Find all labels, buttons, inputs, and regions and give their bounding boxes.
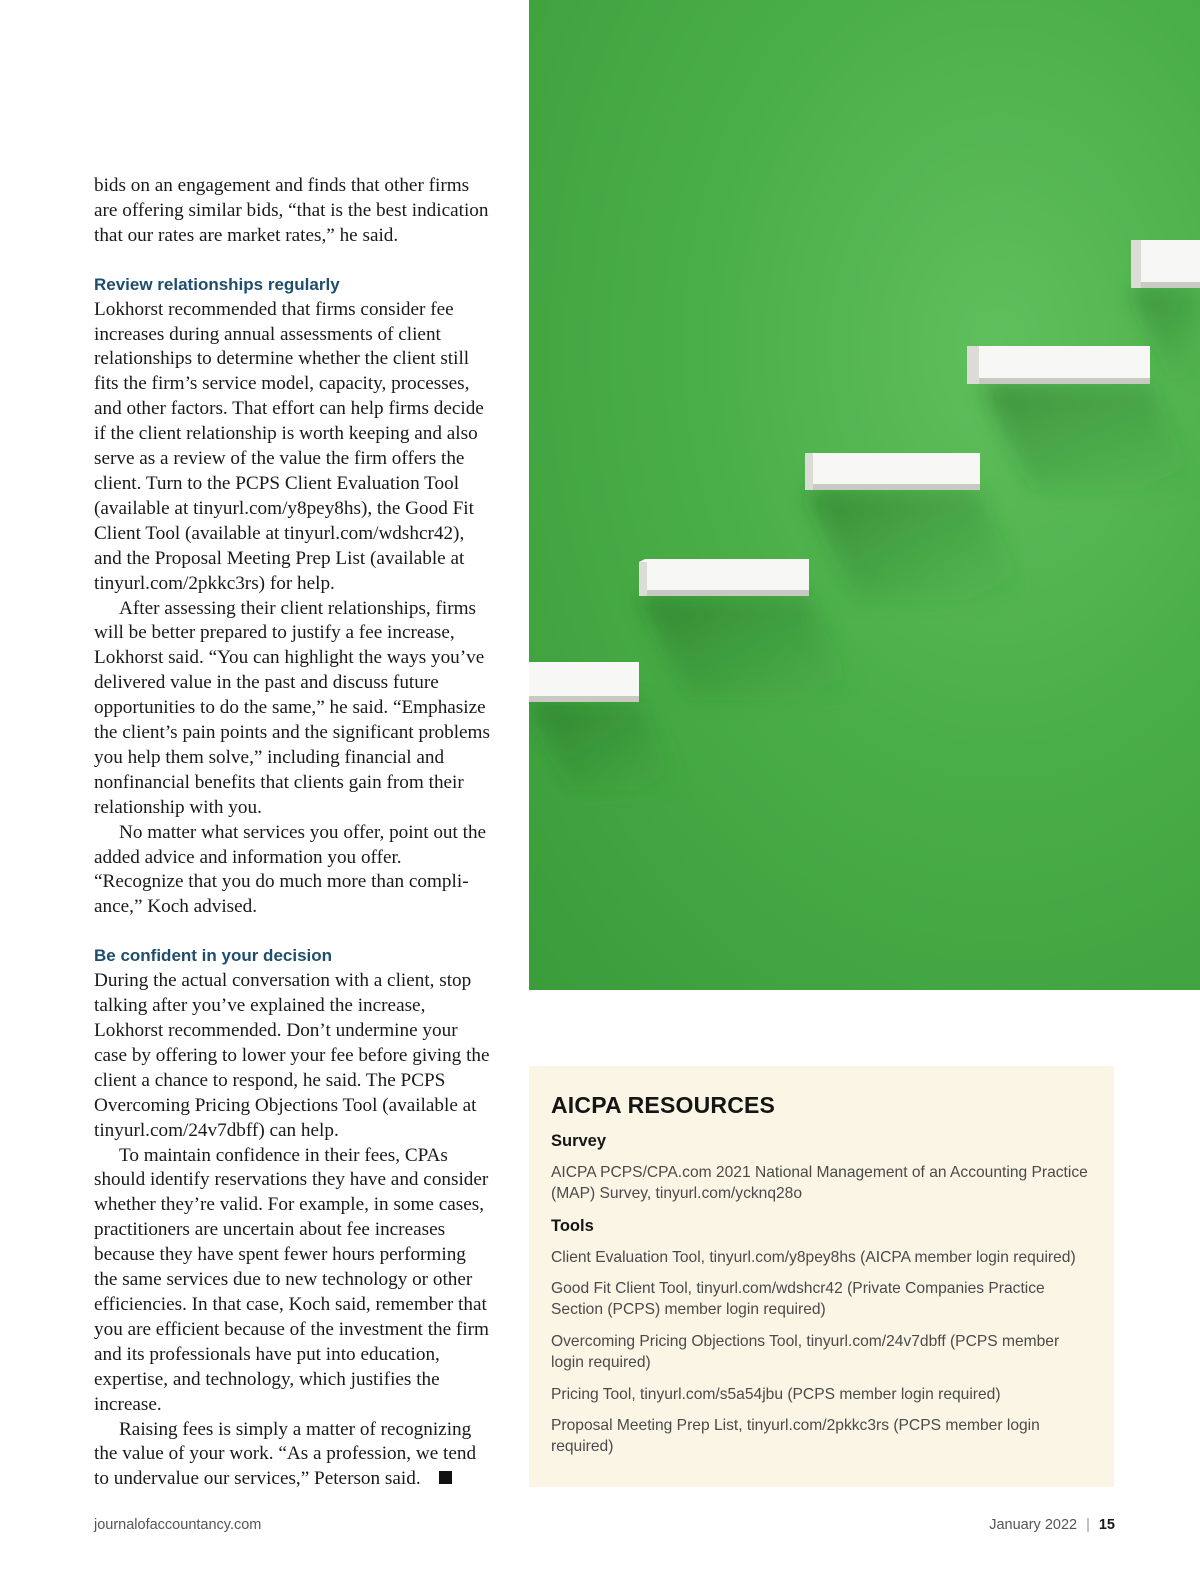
aicpa-resources-box	[529, 1066, 1114, 1487]
tools-heading: Tools	[551, 1216, 594, 1235]
section-heading-confident: Be confident in your decision	[94, 946, 333, 966]
survey-item: AICPA PCPS/CPA.com 2021 National Management of an Accounting Practice (MAP) Survey, tinyurl.com/ycknq28o	[551, 1164, 1088, 1202]
page-footer	[94, 1517, 1115, 1539]
step-3	[805, 453, 980, 490]
footer-right	[989, 1517, 1115, 1533]
step-1	[529, 662, 639, 702]
article-paragraph-final	[94, 1418, 494, 1493]
section-heading-review: Review relationships regularly	[94, 274, 340, 294]
tool-item: Pricing Tool, tinyurl.com/s5a54jbu (PCPS member login required)	[551, 1385, 1001, 1403]
step-5	[1131, 240, 1200, 288]
step-2	[639, 559, 809, 596]
article-paragraph: To maintain confidence in their fees, CPAs should identify reservations they have and consider whether they’re valid. For example, in some cases, practitioners are uncertain about fee increases because they have spent fewer hours performing the same services due to new technology or other efficiencies. In that case, Koch said, remember that you are efficient because of the investment the firm and its professionals have put into education, expertise, and technology, which justifies the increase.	[94, 1144, 489, 1415]
article-final-text: Raising fees is simply a matter of recognizing the value of your work. “As a profession, we tend to undervalue our services,” Peterson said.	[94, 1418, 477, 1490]
tool-item: Good Fit Client Tool, tinyurl.com/wdshcr42 (Private Companies Practice Section (PCPS) member login required)	[551, 1280, 1045, 1319]
page-number: 15	[1098, 1517, 1115, 1533]
footer-separator: |	[1086, 1517, 1090, 1533]
footer-date: January 2022	[989, 1517, 1078, 1533]
tools-list	[551, 1248, 1092, 1458]
stairs-photo	[529, 0, 1200, 990]
article-paragraph: No matter what services you offer, point out the added advice and information you offer. “Recognize that you do much more than compliance,” Koch advised.	[94, 821, 487, 918]
article-paragraph: Lokhorst recommended that firms consider fee increases during annual assessments of client relationships to determine whether the client still fits the firm’s service model, capacity, processes, and other factors. That effort can help firms decide if the client relationship is worth keeping and also serve as a review of the value the firm offers the client. Turn to the PCPS Client Evaluation Tool (available at tinyurl.com/y8pey8hs), the Good Fit Client Tool (available at tinyurl.com/wdshcr42), and the Proposal Meeting Prep List (available at tinyurl.com/2pkkc3rs) for help.	[94, 298, 484, 594]
footer-site: journalofaccountancy.com	[94, 1517, 262, 1533]
article-paragraph-intro: bids on an engagement and finds that other firms are offering similar bids, “that is the best indication that our rates are market rates,” he said.	[94, 175, 489, 246]
end-mark-icon	[439, 1471, 452, 1484]
tool-item: Proposal Meeting Prep List, tinyurl.com/2pkkc3rs (PCPS member login required)	[551, 1417, 1040, 1456]
tool-item: Client Evaluation Tool, tinyurl.com/y8pey8hs (AICPA member login required)	[551, 1248, 1076, 1266]
step-4	[967, 346, 1150, 384]
survey-list	[551, 1163, 1092, 1205]
article-paragraph: During the actual conversation with a client, stop talking after you’ve explained the increase, Lokhorst recommended. Don’t undermine your case by offering to lower your fee before giving the client a chance to respond, he said. The PCPS Overcoming Pricing Objections Tool (available at tinyurl.com/24v7dbff) can help.	[94, 970, 490, 1141]
floating-steps-illustration	[529, 0, 1200, 990]
article-column	[94, 174, 494, 1492]
survey-heading: Survey	[551, 1132, 607, 1150]
tool-item: Overcoming Pricing Objections Tool, tinyurl.com/24v7dbff (PCPS member login required)	[551, 1332, 1060, 1371]
article-paragraph: After assessing their client relationships, firms will be better prepared to justify a fee increase, Lokhorst said. “You can highlight the ways you’ve delivered value in the past and discuss future opportunities to do the same,” he said. “Emphasize the client’s pain points and the significant problems you help them solve,” including financial and nonfinancial benefits that clients gain from their relationship with you.	[94, 597, 490, 818]
resources-title: AICPA RESOURCES	[551, 1092, 776, 1118]
